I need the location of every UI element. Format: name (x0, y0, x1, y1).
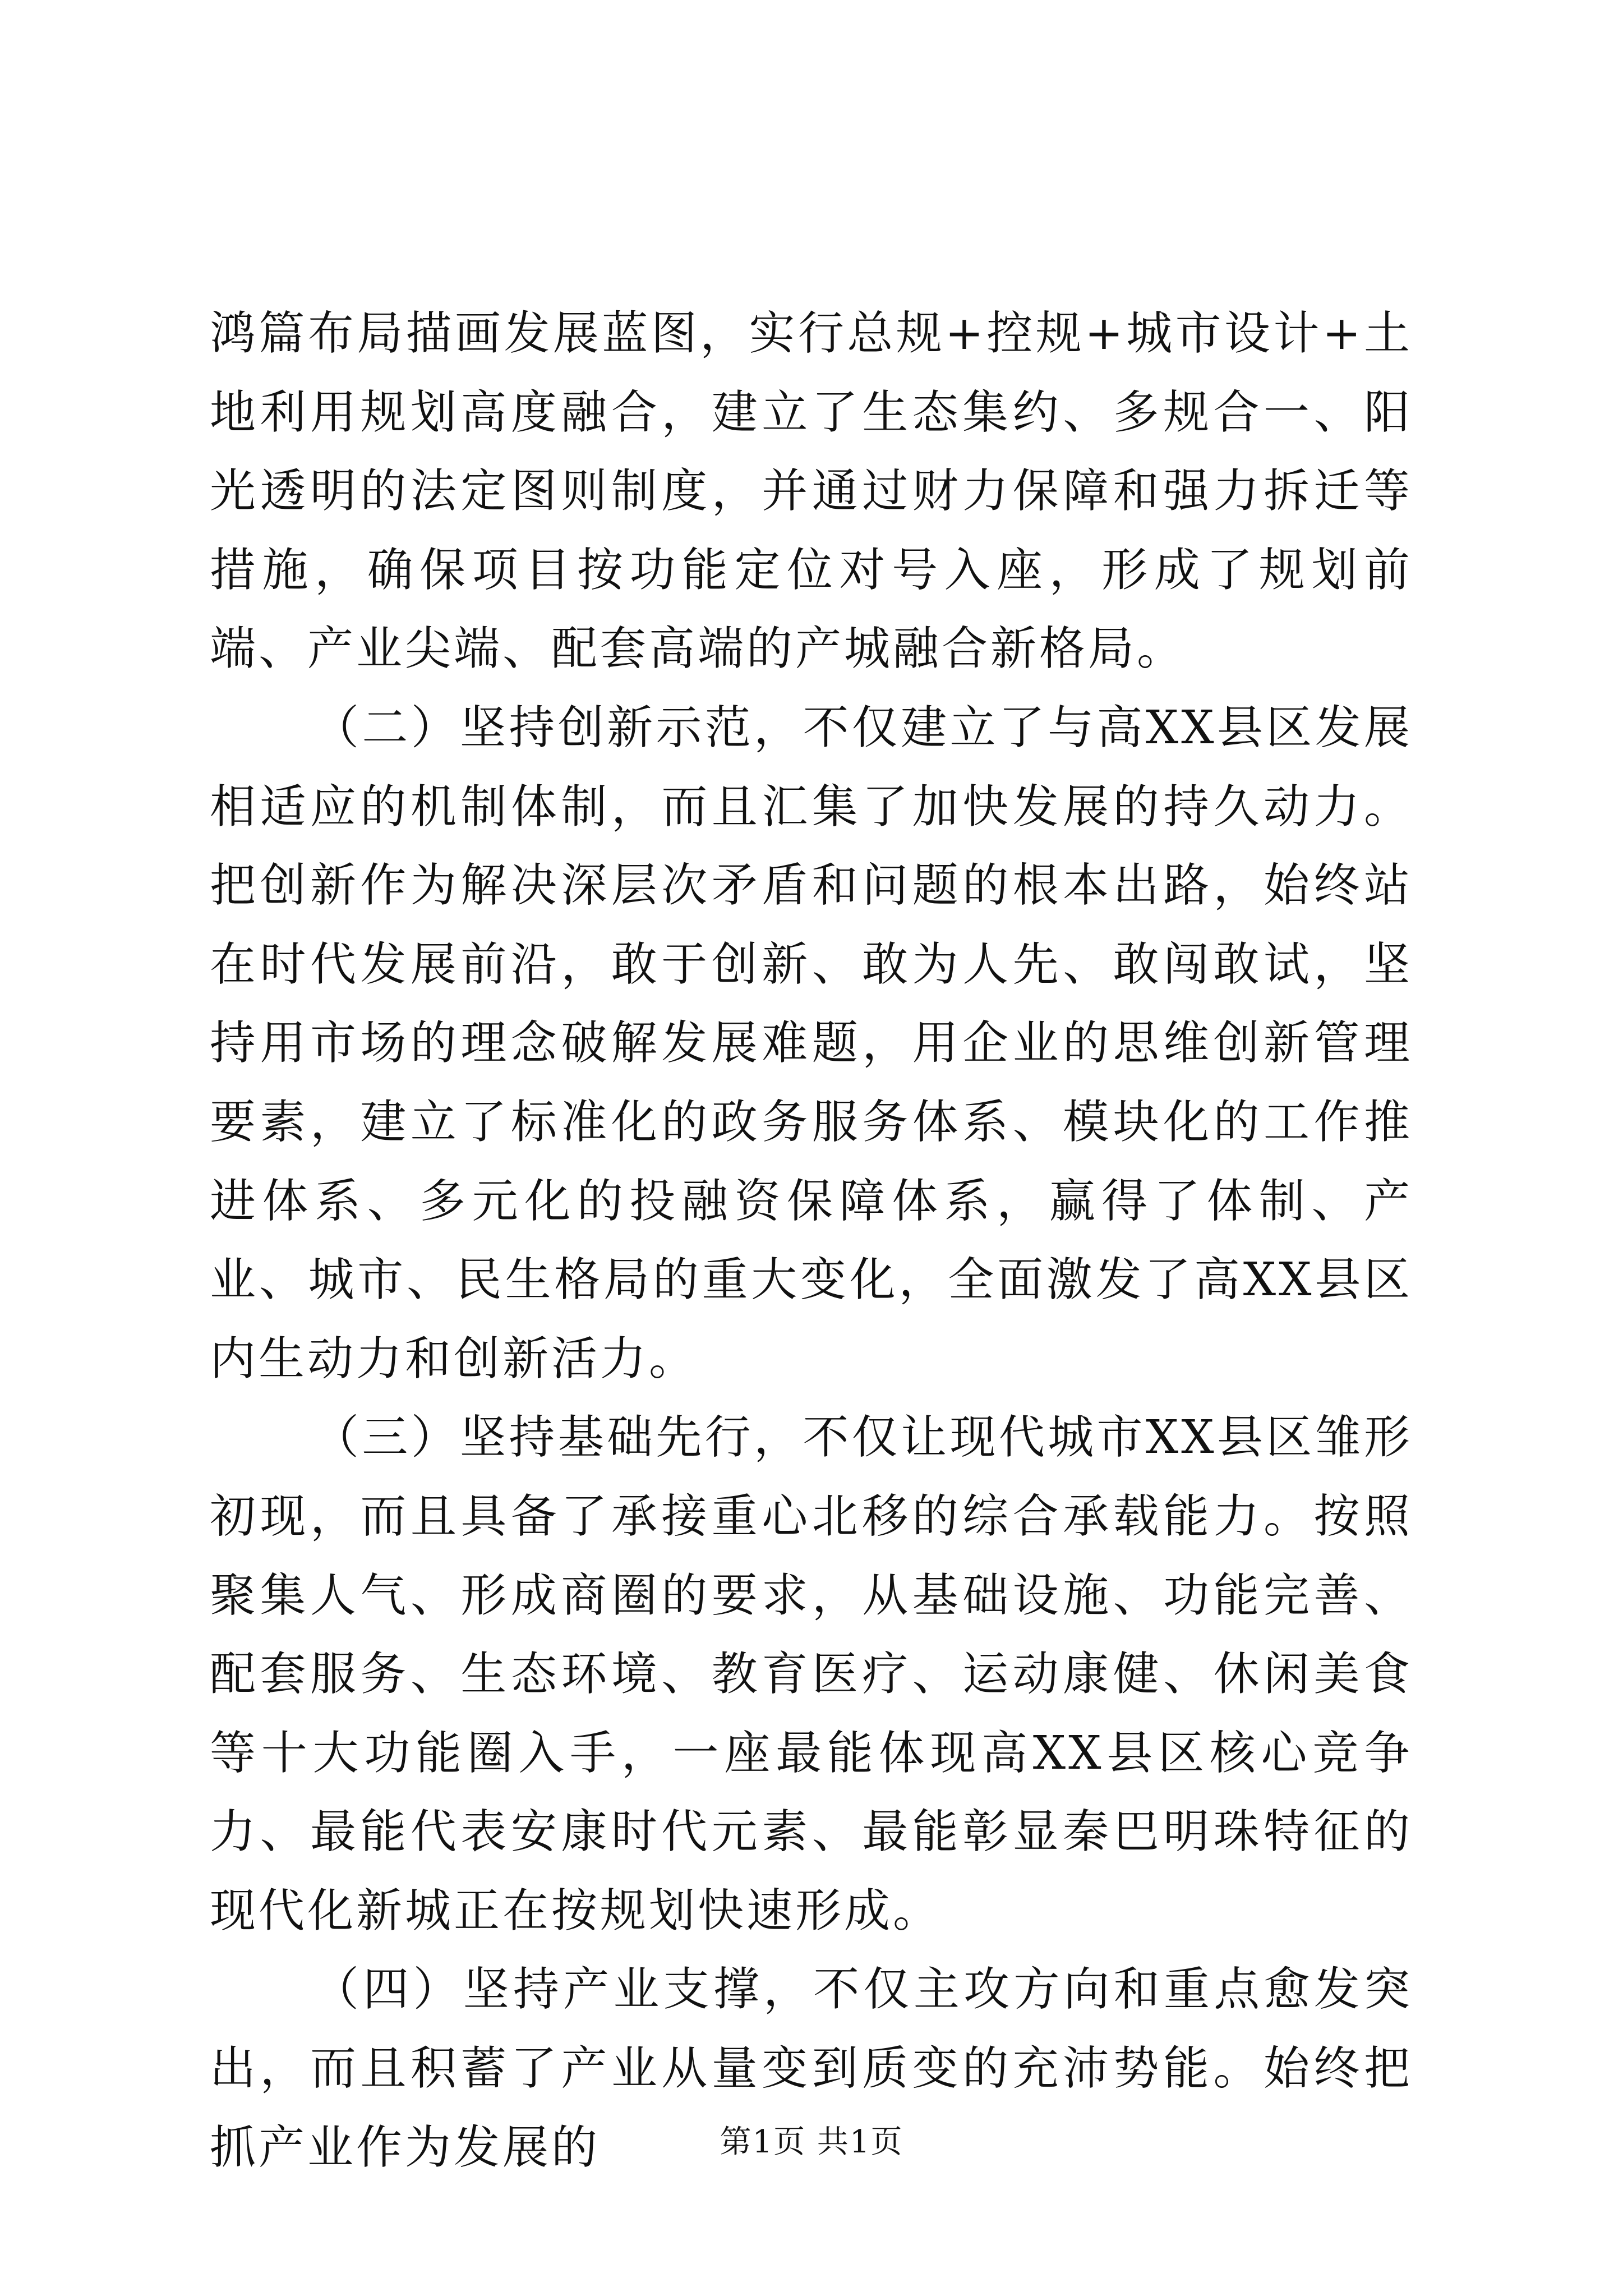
paragraph-4: （四）坚持产业支撑，不仅主攻方向和重点愈发突出，而且积蓄了产业从量变到质变的充沛势能。始终把抓产业作为发展的 (210, 1963, 1413, 2174)
document-body (210, 295, 1413, 2187)
page-footer: 第1页 共1页 (720, 2124, 903, 2160)
paragraph-2: （二）坚持创新示范，不仅建立了与高XX县区发展相适应的机制体制，而且汇集了加快发展的持久动力。把创新作为解决深层次矛盾和问题的根本出路，始终站在时代发展前沿，敢于创新、敢为人先、敢闯敢试，坚持用市场的理念破解发展难题，用企业的思维创新管理要素，建立了标准化的政务服务体系、模块化的工作推进体系、多元化的投融资保障体系，赢得了体制、产业、城市、民生格局的重大变化，全面激发了高XX县区内生动力和创新活力。 (210, 701, 1413, 1386)
paragraph-continuation: 鸿篇布局描画发展蓝图，实行总规+控规+城市设计+土地利用规划高度融合，建立了生态集约、多规合一、阳光透明的法定图则制度，并通过财力保障和强力拆迁等措施，确保项目按功能定位对号入座，形成了规划前端、产业尖端、配套高端的产城融合新格局。 (210, 307, 1413, 676)
paragraph-3: （三）坚持基础先行，不仅让现代城市XX县区雏形初现，而且具备了承接重心北移的综合承载能力。按照聚集人气、形成商圈的要求，从基础设施、功能完善、配套服务、生态环境、教育医疗、运动康健、休闲美食等十大功能圈入手，一座最能体现高XX县区核心竞争力、最能代表安康时代元素、最能彰显秦巴明珠特征的现代化新城正在按规划快速形成。 (210, 1411, 1413, 1938)
